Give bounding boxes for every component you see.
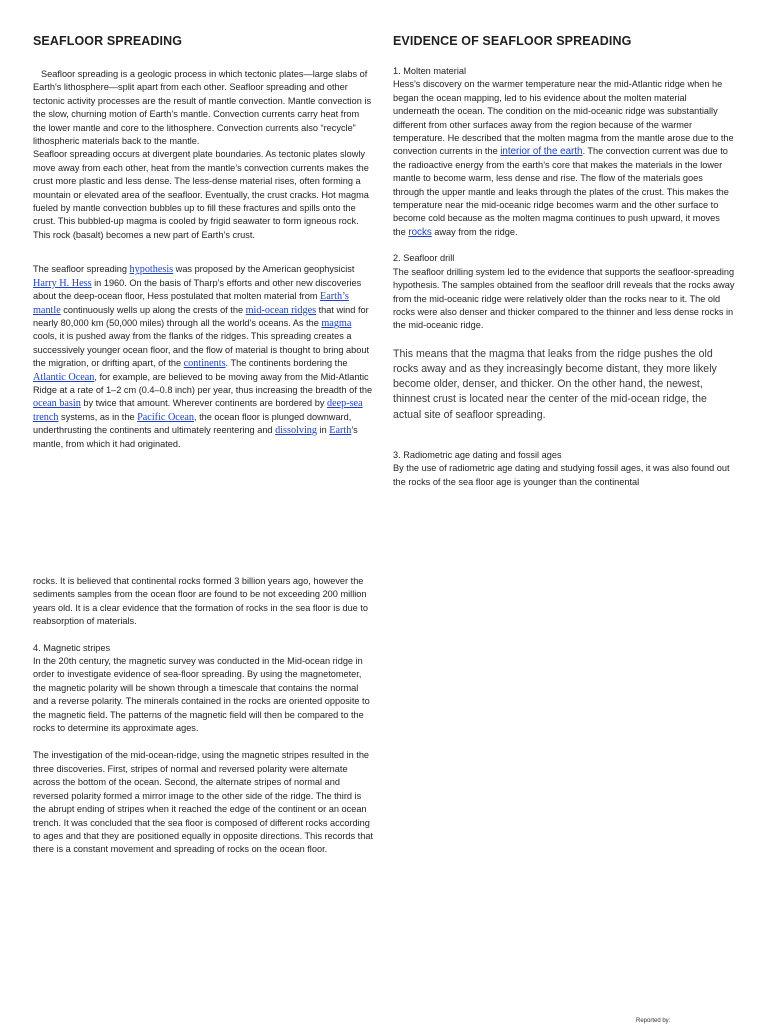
seafloor-drill-paragraph: The seafloor drilling system led to the evidence that supports the seafloor-spreading hypothesis. The samples obtained from the seafloor drill reveals that the rocks away from the mid-oceanic ridge were relatively older than the rocks near to it. The old rocks were also denser and thicker compared to the thinner and less dense rocks in the mid-oceanic ridge. (393, 266, 735, 331)
reported-by-label: Reported by: (636, 1018, 671, 1024)
link-pacific-ocean[interactable]: Pacific Ocean (137, 411, 194, 423)
heading-molten-material: 1. Molten material (393, 66, 467, 76)
section-title-seafloor-spreading: SEAFLOOR SPREADING (33, 34, 183, 48)
text: that wind for nearly 80,000 km (50,000 miles) through all the world’s oceans. As the (33, 304, 369, 328)
text: . The convection current was due to the radioactive energy from the earth’s core that makes the materials in the lower mantle to become warm, less dense and rise. The flow of the materials goes through the upper mantle and leaks through the plates of the crust. This makes the temperature near the mid-oceanic ridge becomes warm and the other surface to become cold because as the molten magma continues to push upward, it moves the (393, 146, 729, 237)
hess-paragraph (33, 263, 373, 451)
text: was proposed by the American geophysicist (173, 264, 355, 275)
magnetic-stripes-paragraph: In the 20th century, the magnetic survey was conducted in the Mid-ocean ridge in order to investigate evidence of sea-floor spreading. By using the magnetometer, the magnetic polarity will be shown through a timescale that contains the normal and a reverse polarity. The minerals contained in the rocks are oriented opposite to the magnetic field. The patterns of the magnetic field will then be compared to the rocks to determine its approximate ages. (33, 656, 370, 734)
text: cools, it is pushed away from the flanks of the ridges. This spreading creates a successively younger ocean floor, and the flow of material is thought to bring about the migration, or drifting apart, of the (33, 331, 370, 369)
text: continuously wells up along the crests of the (60, 304, 246, 315)
seafloor-drill-conclusion: This means that the magma that leaks from the ridge pushes the old rocks away and as they increasingly become distant, they more likely become older, denser, and thicker. On the other hand, the newest, thinnest crust is located near the center of the mid-ocean ridge, the actual site of seafloor spreading. (393, 347, 717, 421)
radiometric-paragraph: By the use of radiometric age dating and studying fossil ages, it was also found out the rocks of the sea floor age is younger than the continental (393, 463, 730, 487)
text: in 1960. On the basis of Tharp’s efforts and other new discoveries about the deep-ocean floor, Hess postulated that molten material from (33, 277, 362, 302)
intro-paragraph: Seafloor spreading is a geologic process in which tectonic plates—large slabs of Earth's lithosphere—split apart from each other. Seafloor spreading and other tectonic activity processes are the result of mantle convection. Mantle convection is the slow, churning motion of Earth’s mantle. Convection currents carry heat from the lower mantle and core to the lithosphere. Convection currents also “recycle” lithospheric materials back to the mantle. (33, 69, 372, 147)
link-rocks[interactable]: rocks (408, 226, 432, 238)
link-harry-hess[interactable]: Harry H. Hess (33, 277, 92, 289)
link-dissolving[interactable]: dissolving (275, 425, 317, 437)
heading-seafloor-drill: 2. Seafloor drill (393, 253, 455, 264)
link-earth[interactable]: Earth (329, 425, 352, 437)
link-continents[interactable]: continents (183, 358, 226, 370)
text: systems, as in the (58, 411, 138, 422)
radiometric-continuation: rocks. It is believed that continental rocks formed 3 billion years ago, however the sediments samples from the ocean floor are found to be not exceeding 200 million years old. It is a clear evidence that the formation of rocks in the sea floor is due to reabsorption of materials. (33, 576, 369, 627)
bottom-left-block (33, 575, 373, 857)
text: . The continents bordering the (225, 358, 348, 369)
link-atlantic-ocean[interactable]: Atlantic Ocean (33, 371, 95, 383)
left-column (33, 34, 373, 451)
link-ocean-basin[interactable]: ocean basin (33, 398, 81, 410)
molten-material-paragraph (393, 78, 735, 239)
link-magma[interactable]: magma (321, 317, 352, 329)
text: The seafloor spreading (33, 264, 130, 275)
heading-magnetic-stripes: 4. Magnetic stripes (33, 642, 111, 653)
text: in (316, 425, 330, 436)
right-column (393, 34, 735, 489)
text: , for example, are believed to be moving away from the Mid-Atlantic Ridge at a rate of 1–2 cm (0.4–0.8 inch) per year, thus increasing the breadth of the (33, 371, 373, 395)
text: by twice that amount. Wherever continents are bordered by (80, 398, 327, 409)
text: ’s mantle, from which it had originated. (33, 425, 358, 449)
link-interior-of-the-earth[interactable]: interior of the earth (500, 146, 583, 158)
link-hypothesis[interactable]: hypothesis (129, 264, 174, 276)
divergent-paragraph: Seafloor spreading occurs at divergent plate boundaries. As tectonic plates slowly move away from each other, heat from the mantle’s convection currents makes the crust more plastic and less dense. The less-dense material rises, often forming a mountain or elevated area of the seafloor. Eventually, the crust cracks. Hot magma fueled by mantle convection bubbles up to fill these fractures and spills onto the crust. This bubbled-up magma is cooled by frigid seawater to form igneous rock. This rock (basalt) becomes a new part of Earth’s crust. (33, 149, 369, 240)
link-deep-sea-trench[interactable]: deep-sea trench (33, 398, 363, 423)
link-mid-ocean-ridges[interactable]: mid-ocean ridges (245, 304, 317, 316)
section-title-evidence: EVIDENCE OF SEAFLOOR SPREADING (393, 34, 632, 48)
magnetic-discoveries-paragraph: The investigation of the mid-ocean-ridge, using the magnetic stripes resulted in the three discoveries. First, stripes of normal and reversed polarity were alternate across the bottom of the ocean. Second, the alternate stripes of normal and reversed polarity formed a mirror image to the other side of the ridge. The third is the abrupt ending of stripes when it reached the edge of the continent or an ocean trench. It was concluded that the sea floor is composed of different rocks according to ages and that they are positioned equally in opposite directions. This records that there is a constant movement and spreading of rocks on the ocean floor. (33, 750, 373, 855)
text: , the ocean floor is plunged downward, underthrusting the continents and ultimately reentering and (33, 411, 352, 436)
heading-radiometric-dating: 3. Radiometric age dating and fossil ages (393, 449, 562, 460)
text: Hess’s discovery on the warmer temperature near the mid-Atlantic ridge when he began the ocean mapping, led to his evidence about the molten material underneath the ocean. The condition on the mid-oceanic ridge was substantially different from other surfaces away from the region because of the warmer temperature. He described that the molten magma from the mantle arose due to the convection currents in the (393, 79, 734, 157)
link-earths-mantle[interactable]: Earth’s mantle (33, 291, 349, 316)
text: away from the ridge. (431, 226, 518, 237)
